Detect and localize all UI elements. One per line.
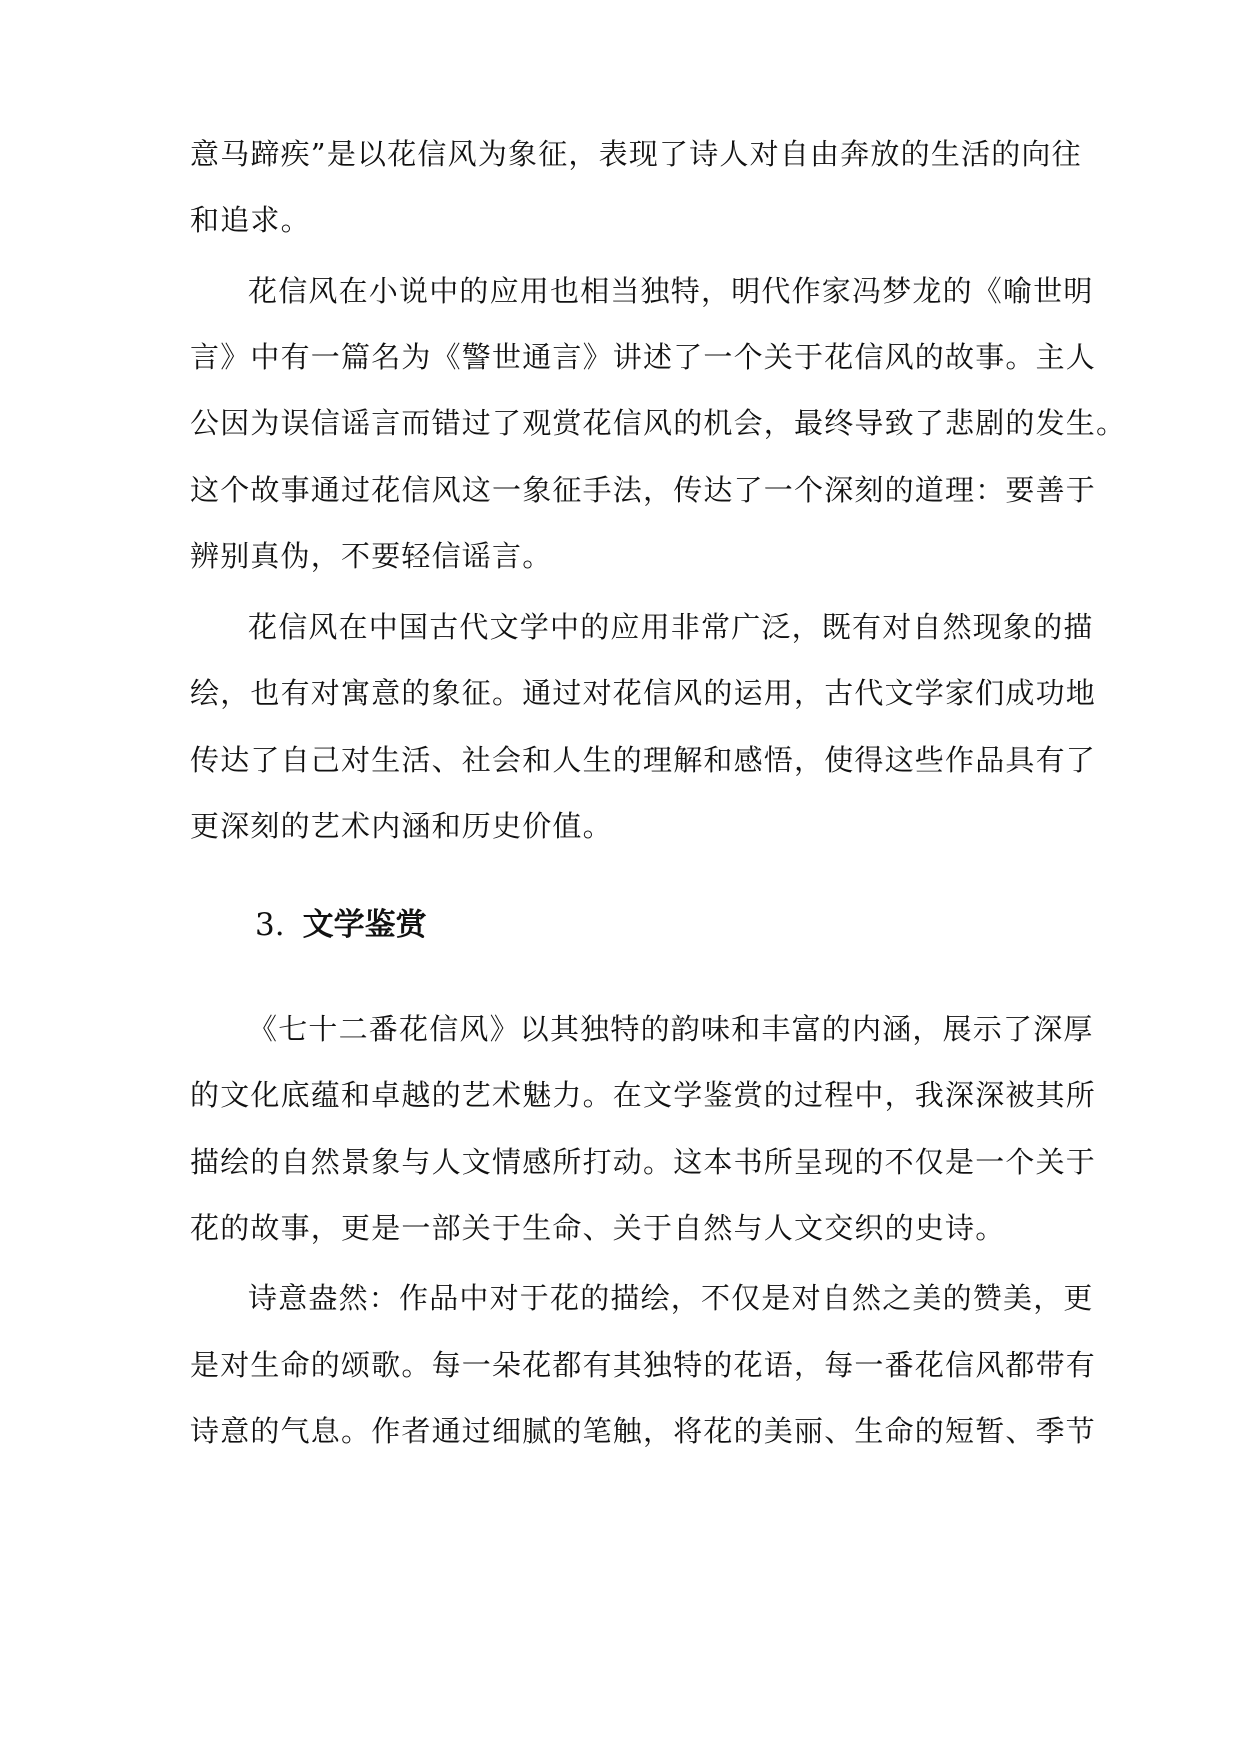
section-title: 文学鉴赏 (302, 907, 427, 943)
paragraph-line: 诗意盎然：作品中对于花的描绘，不仅是对自然之美的赞美，更 (248, 1281, 1094, 1315)
paragraph-line: 花信风在小说中的应用也相当独特，明代作家冯梦龙的《喻世明 (248, 274, 1094, 308)
paragraph-line: 花的故事，更是一部关于生命、关于自然与人文交织的史诗。 (190, 1211, 1006, 1245)
paragraph-line: 《七十二番花信风》以其独特的韵味和丰富的内涵，展示了深厚 (248, 1012, 1094, 1046)
paragraph-line: 意马蹄疾”是以花信风为象征，表现了诗人对自由奔放的生活的向往 (190, 137, 1082, 171)
section-heading (255, 905, 427, 945)
paragraph-line: 绘，也有对寓意的象征。通过对花信风的运用，古代文学家们成功地 (190, 676, 1097, 710)
paragraph-line: 诗意的气息。作者通过细腻的笔触，将花的美丽、生命的短暂、季节 (190, 1414, 1097, 1448)
paragraph-line: 公因为误信谣言而错过了观赏花信风的机会，最终导致了悲剧的发生。 (190, 406, 1127, 440)
paragraph-line: 是对生命的颂歌。每一朵花都有其独特的花语，每一番花信风都带有 (190, 1348, 1097, 1382)
paragraph-line: 更深刻的艺术内涵和历史价值。 (190, 809, 613, 843)
paragraph-line: 和追求。 (190, 203, 311, 237)
paragraph-line: 的文化底蕴和卓越的艺术魅力。在文学鉴赏的过程中，我深深被其所 (190, 1078, 1097, 1112)
section-number: 3. (255, 907, 285, 943)
paragraph-line: 传达了自己对生活、社会和人生的理解和感悟，使得这些作品具有了 (190, 743, 1097, 777)
paragraph-line: 言》中有一篇名为《警世通言》讲述了一个关于花信风的故事。主人 (190, 340, 1097, 374)
paragraph-line: 花信风在中国古代文学中的应用非常广泛，既有对自然现象的描 (248, 610, 1094, 644)
paragraph-line: 描绘的自然景象与人文情感所打动。这本书所呈现的不仅是一个关于 (190, 1145, 1097, 1179)
paragraph-line: 这个故事通过花信风这一象征手法，传达了一个深刻的道理：要善于 (190, 473, 1097, 507)
paragraph-line: 辨别真伪，不要轻信谣言。 (190, 539, 553, 573)
